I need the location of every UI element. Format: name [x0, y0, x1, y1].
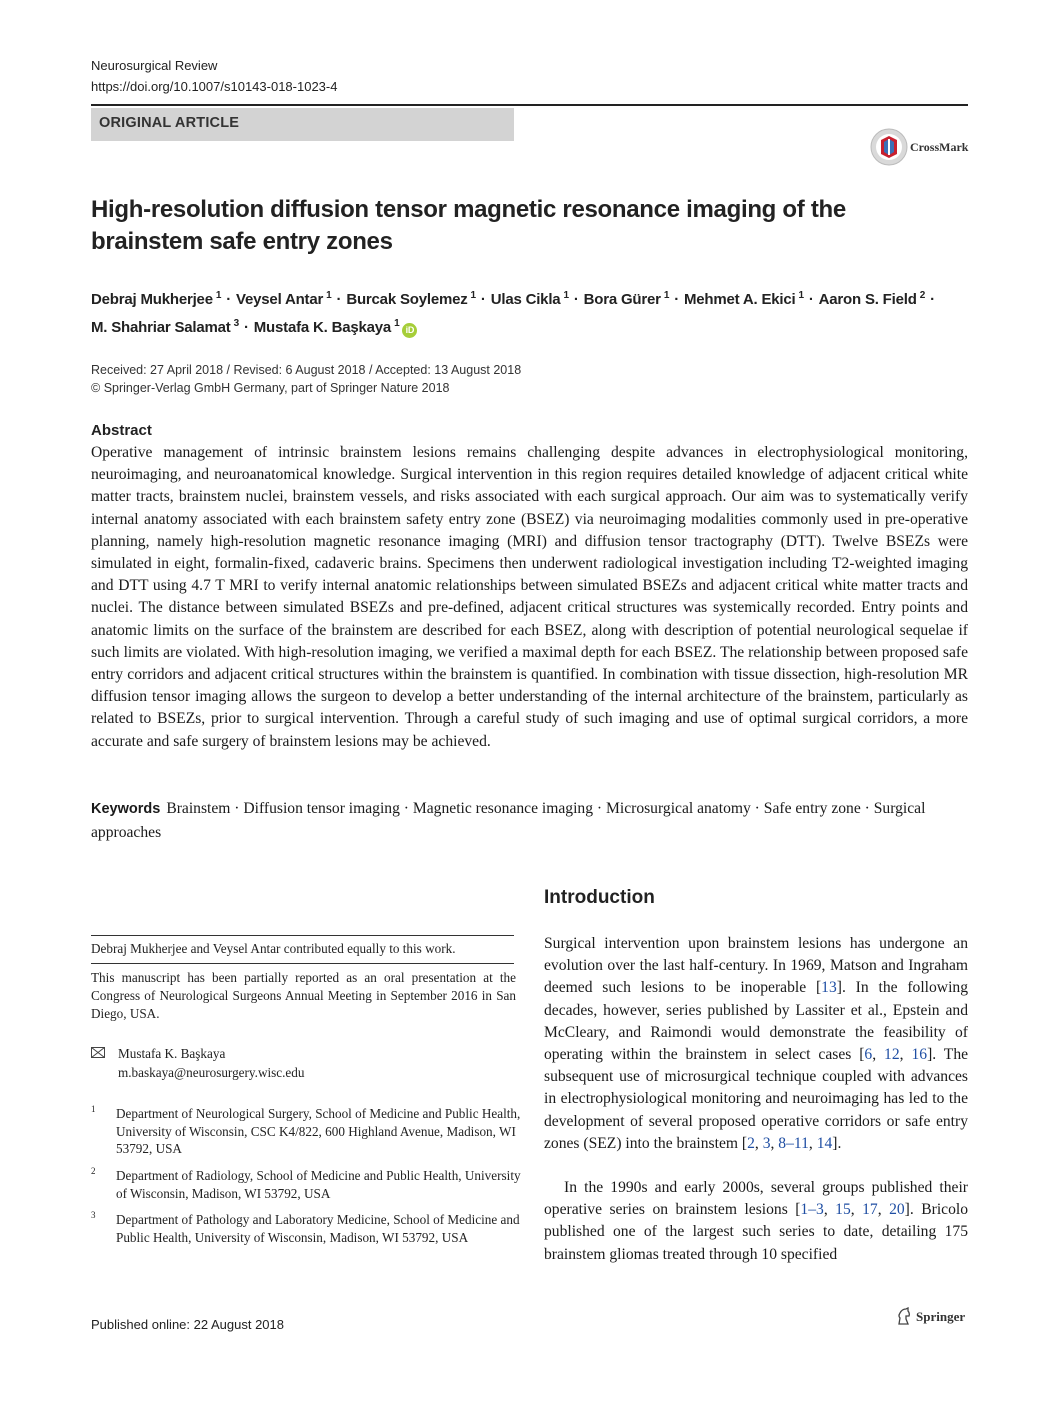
citation-link[interactable]: 14 [816, 1134, 833, 1152]
paragraph-text: , [850, 1201, 863, 1219]
author-affiliation-marker: 1 [563, 290, 569, 301]
crossmark-label: CrossMark [910, 140, 969, 154]
affiliation-number-3: 3 [91, 1210, 96, 1220]
abstract-heading: Abstract [91, 422, 152, 439]
paragraph-text: Surgical intervention upon brainstem lesions has undergone an evolution over the last half-century. In 1969, Matson and Ingraham deemed such lesions to be inoperable [ [544, 935, 968, 997]
author-name: Aaron S. Field [818, 291, 917, 308]
paragraph-text: ]. Bricolo published one of the largest such series to date, detailing 175 brainstem gliomas treated through 10 specified [544, 1201, 968, 1263]
presentation-note: This manuscript has been partially reported as an oral presentation at the Congress of Neurological Surgeons Annual Meeting in September 2016 in San Diego, USA. [91, 970, 516, 1021]
author-affiliation-marker: 3 [233, 318, 239, 329]
author-separator: · [243, 319, 249, 336]
author-name: Mustafa K. Başkaya [253, 319, 392, 336]
citation-link[interactable]: 12 [884, 1046, 900, 1064]
affiliation-1: Department of Neurological Surgery, School of Medicine and Public Health, University of Wisconsin, CSC K4/822, 600 Highland Avenue, Madison, WI 53792, USA [116, 1106, 521, 1156]
journal-name: Neurosurgical Review [91, 58, 218, 73]
crossmark-badge[interactable] [870, 127, 970, 169]
copyright-text: Springer-Verlag GmbH Germany, part of Springer Nature 2018 [103, 381, 450, 395]
published-online-date: Published online: 22 August 2018 [91, 1317, 284, 1332]
citation-link[interactable]: 1–3 [800, 1201, 824, 1219]
corresponding-author-email[interactable]: m.baskaya@neurosurgery.wisc.edu [118, 1065, 305, 1080]
keywords-label: Keywords [91, 801, 161, 817]
author-name: Ulas Cikla [490, 291, 561, 308]
author-name: Veysel Antar [236, 291, 324, 308]
affiliation-number-2: 2 [91, 1166, 96, 1176]
springer-horse-icon [896, 1307, 912, 1325]
author-separator: · [808, 291, 814, 308]
citation-link[interactable]: 15 [835, 1201, 851, 1219]
author-affiliation-marker: 1 [215, 290, 222, 301]
citation-link[interactable]: 6 [864, 1046, 873, 1064]
author-separator: · [674, 291, 679, 308]
affiliation-2: Department of Radiology, School of Medicine and Public Health, University of Wisconsin, Madison, WI 53792, USA [116, 1168, 521, 1201]
footnote-rule [91, 935, 514, 936]
paragraph-text: , [899, 1046, 912, 1064]
introduction-heading: Introduction [544, 887, 655, 908]
paragraph-text: , [754, 1134, 763, 1152]
author-separator: · [573, 291, 579, 308]
paragraph-text: , [770, 1134, 779, 1152]
citation-link[interactable]: 8–11 [778, 1134, 809, 1152]
citation-link[interactable]: 17 [862, 1201, 878, 1219]
springer-label: Springer [916, 1309, 966, 1324]
citation-link[interactable]: 2 [747, 1134, 755, 1152]
header-rule [91, 104, 968, 106]
crossmark-icon [870, 127, 908, 167]
introduction-paragraph-2 [544, 1177, 968, 1266]
paragraph-text: ]. In the following decades, however, series published by Lassiter et al., Epstein and McCleary, and Raimondi would demonstrate the feasibility of operating within the brainstem in select cases [ [544, 979, 968, 1064]
affiliation-3: Department of Pathology and Laboratory Medicine, School of Medicine and Public Health, University of Wisconsin, Madison, WI 53792, USA [116, 1212, 520, 1245]
equal-contribution-note: Debraj Mukherjee and Veysel Antar contributed equally to this work. [91, 941, 456, 956]
footnote-rule-2 [91, 963, 514, 964]
author-separator: · [226, 291, 232, 308]
paragraph-text: , [877, 1201, 890, 1219]
author-affiliation-marker: 1 [394, 318, 400, 329]
author-name: Bora Gürer [583, 291, 661, 308]
copyright-notice [91, 381, 449, 395]
author-affiliation-marker: 1 [326, 290, 332, 301]
paragraph-text: ]. The subsequent use of microsurgical technique coupled with advances in electrophysiological monitoring and neuroimaging has led to the development of several proposed operative corridors or safe entry zones (SEZ) into the brainstem [ [544, 1046, 969, 1152]
author-name: Debraj Mukherjee [91, 291, 213, 308]
affiliation-number-1: 1 [91, 1104, 96, 1114]
author-name: Mehmet A. Ekici [683, 291, 796, 308]
paragraph-text: , [808, 1134, 817, 1152]
corresponding-author-name: Mustafa K. Başkaya [118, 1046, 226, 1061]
author-affiliation-marker: 2 [919, 290, 926, 301]
article-dates: Received: 27 April 2018 / Revised: 6 August 2018 / Accepted: 13 August 2018 [91, 363, 522, 377]
citation-link[interactable]: 16 [911, 1046, 928, 1064]
paragraph-text: , [823, 1201, 836, 1219]
author-list [91, 284, 976, 340]
citation-link[interactable]: 3 [762, 1134, 771, 1152]
article-title: High-resolution diffusion tensor magnetic resonance imaging of the brainstem safe entry zones [91, 196, 846, 255]
springer-logo [896, 1307, 971, 1327]
author-separator: · [930, 291, 935, 308]
citation-link[interactable]: 13 [821, 979, 837, 997]
author-affiliation-marker: 1 [663, 290, 670, 301]
paragraph-text: , [872, 1046, 885, 1064]
abstract-text: Operative management of intrinsic brainstem lesions remains challenging despite advances in electrophysiological monitoring, neuroimaging, and neuroanatomical knowledge. Surgical intervention in this region requires detailed knowledge of adjacent critical white matter tracts, brainstem nuclei, brainstem vessels, and risks associated with each surgical approach. Our aim was to systematically verify internal anatomy associated with each brainstem safety entry zone (BSEZ) via neuroimaging modalities commonly used in pre-operative planning, namely high-resolution magnetic resonance imaging (MRI) and diffusion tensor tractography (DTT). Twelve BSEZs were simulated in eight, formalin-fixed, cadaveric brains. Specimens then underwent radiological investigation including T2-weighted imaging and DTT using 4.7 T MRI to verify internal anatomic relationships between simulated BSEZs and adjacent critical white matter tracts and nuclei. The distance between simulated BSEZs and pre-defined, adjacent critical structures was systemically recorded. Entry points and anatomic limits on the surface of the brainstem are described for each BSEZ, along with description of potential neurological sequelae if such limits are violated. With high-resolution imaging, we verified a maximal depth for each BSEZ. The relationship between proposed safe entry corridors and adjacent critical structures within the brainstem is quantified. In combination with tissue dissection, high-resolution MR diffusion tensor imaging allows the surgeon to develop a better understanding of the internal architecture of the brainstem, particularly as related to BSEZs, prior to surgical intervention. Through a careful study of such imaging and use of optimal surgical corridors, a more accurate and safe surgery of brainstem lesions may be achieved. [91, 444, 968, 750]
envelope-icon [91, 1047, 105, 1058]
author-name: Burcak Soylemez [346, 291, 468, 308]
article-type: ORIGINAL ARTICLE [99, 115, 240, 131]
keywords [91, 797, 968, 844]
author-separator: · [336, 291, 342, 308]
paragraph-text: In the 1990s and early 2000s, several groups published their operative series on brainstem lesions [ [544, 1179, 968, 1219]
keywords-text: Brainstem · Diffusion tensor imaging · Magnetic resonance imaging · Microsurgical anatomy · Safe entry zone · Surgical approaches [91, 800, 926, 841]
author-separator: · [480, 291, 486, 308]
author-name: M. Shahriar Salamat [91, 319, 231, 336]
introduction-paragraph-1 [544, 933, 968, 1155]
copyright-icon: © [91, 381, 101, 395]
orcid-icon[interactable]: iD [402, 323, 417, 338]
citation-link[interactable]: 20 [889, 1201, 905, 1219]
author-affiliation-marker: 1 [470, 290, 476, 301]
paragraph-text: ]. [832, 1134, 842, 1152]
doi-link[interactable]: https://doi.org/10.1007/s10143-018-1023-4 [91, 79, 338, 94]
author-affiliation-marker: 1 [798, 290, 804, 301]
